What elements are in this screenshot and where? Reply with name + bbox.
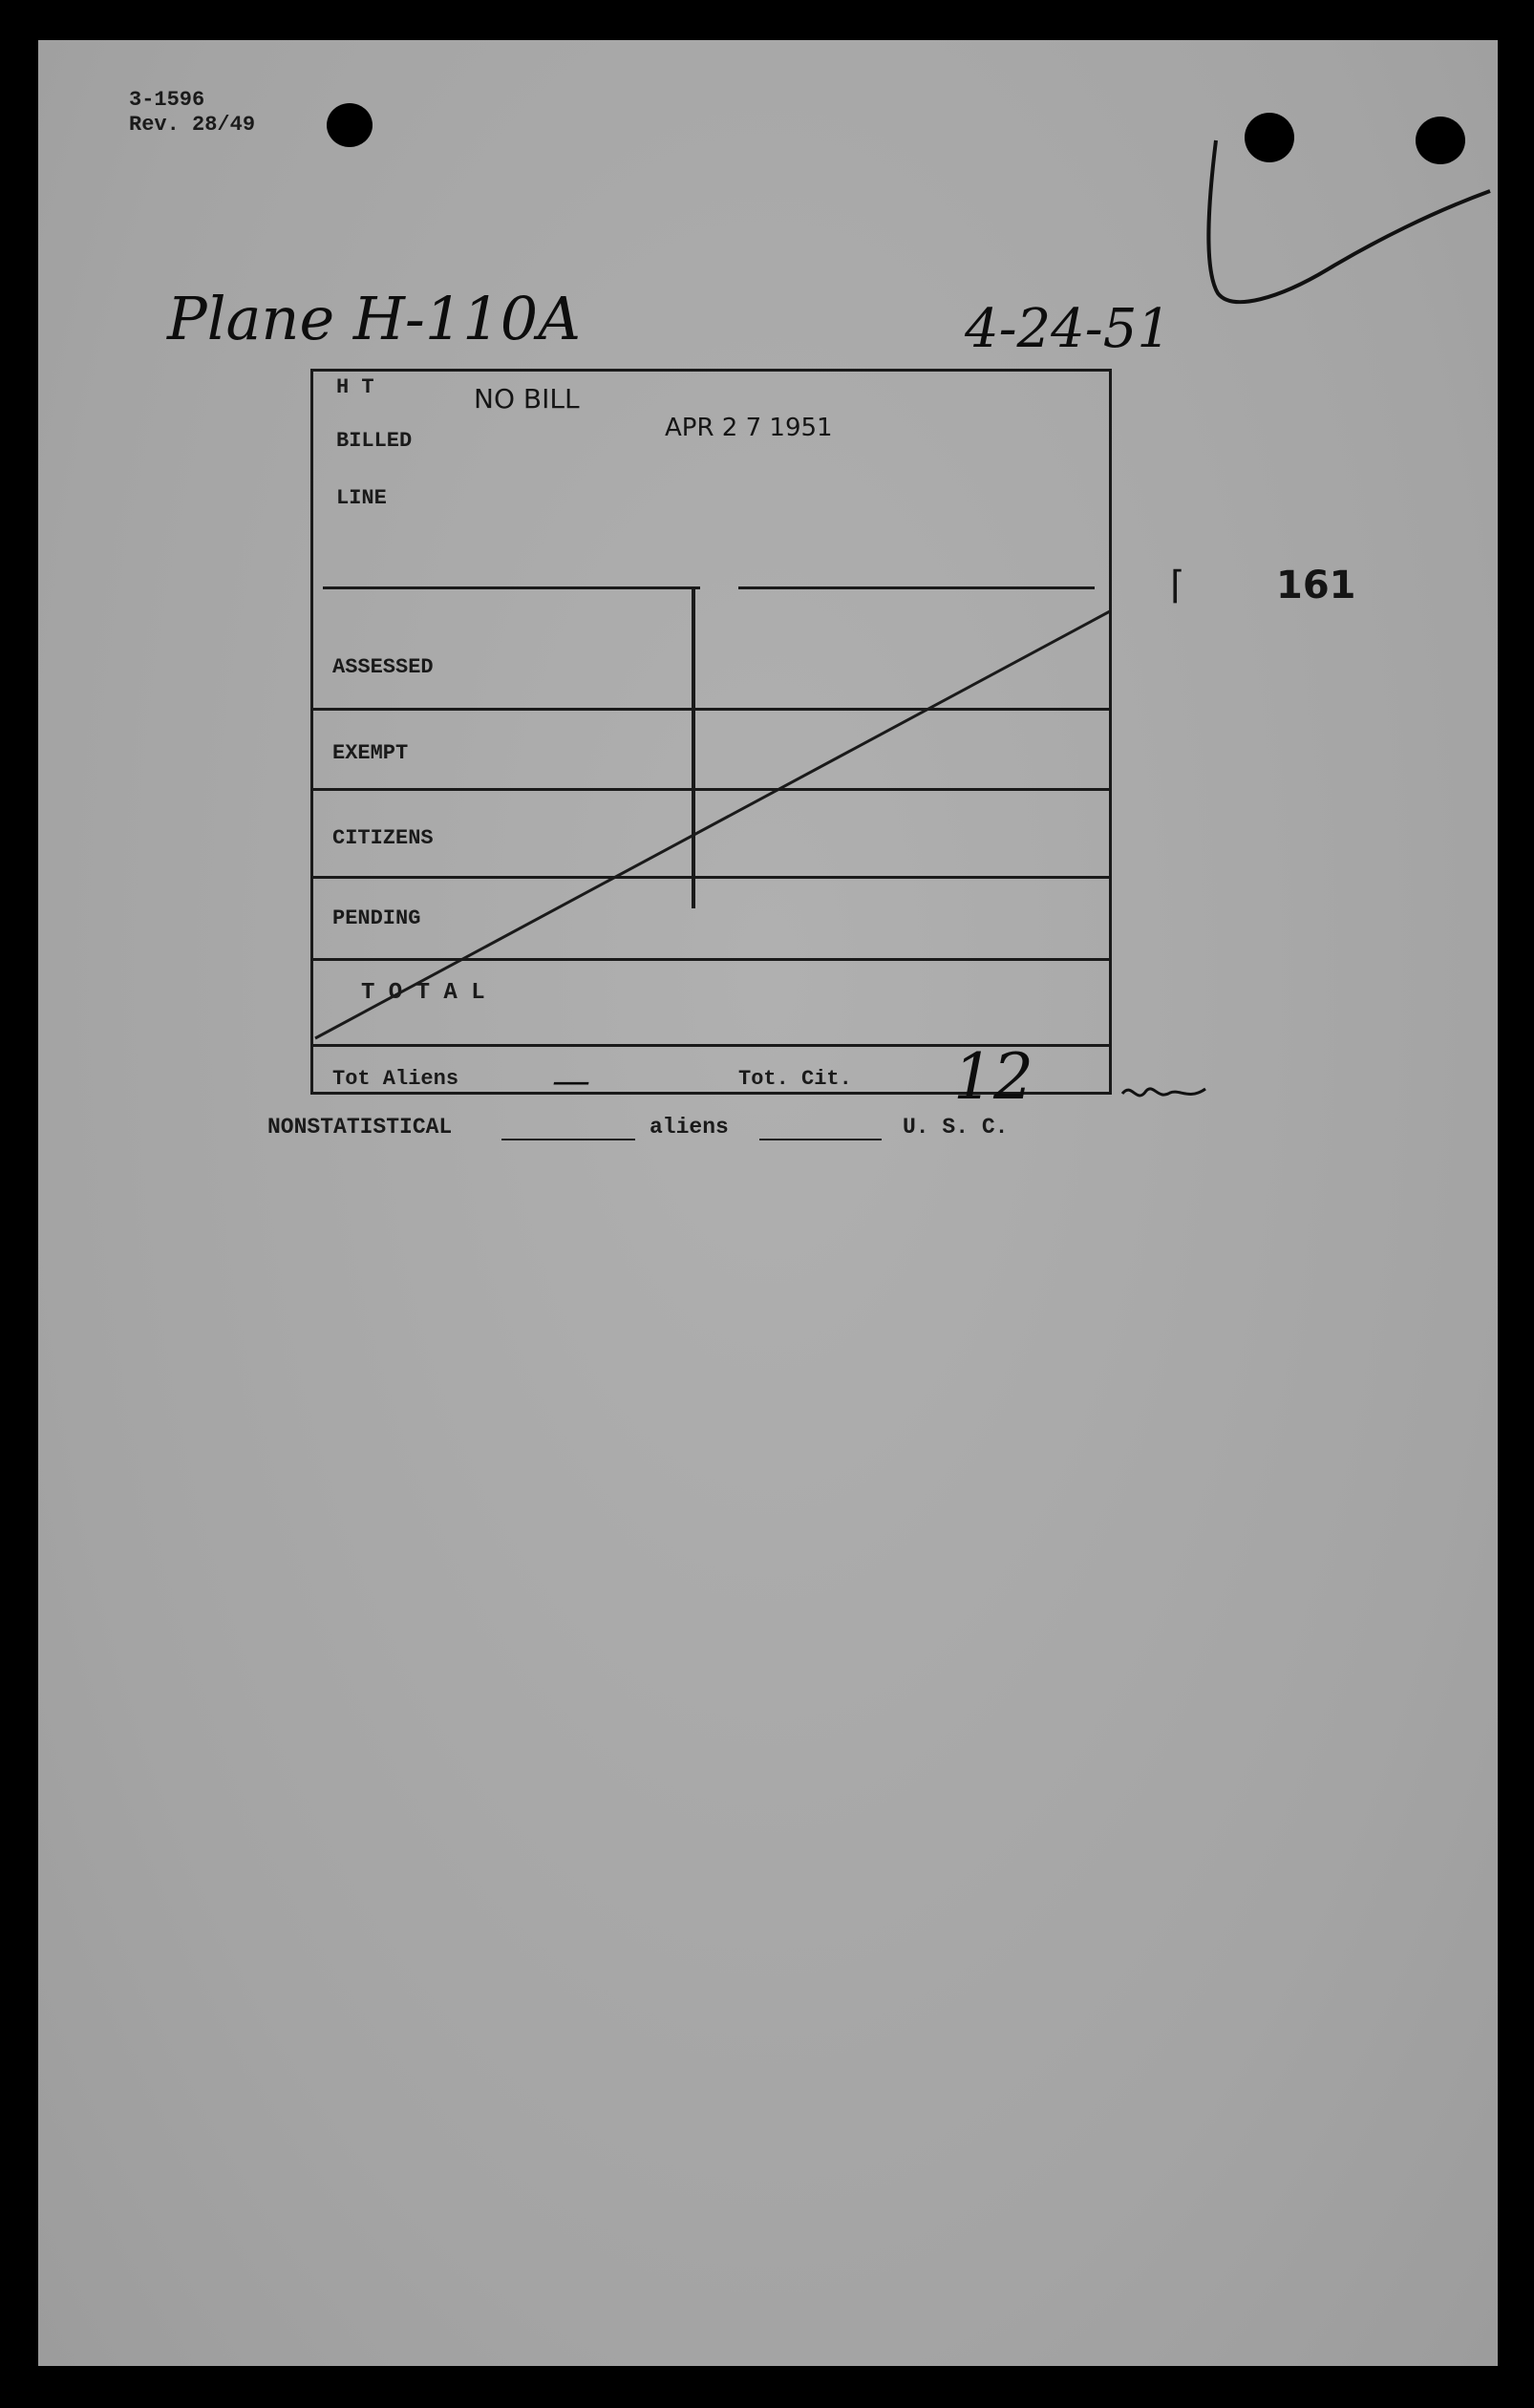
date-stamp: APR 2 7 1951 <box>665 414 833 442</box>
total-label: T O T A L <box>361 980 485 1006</box>
exempt-label: EXEMPT <box>332 741 409 765</box>
form-revision: Rev. 28/49 <box>129 113 256 137</box>
billed-label: BILLED <box>336 429 413 453</box>
document-page <box>38 40 1498 2366</box>
pending-label: PENDING <box>332 906 421 930</box>
aliens-label: aliens <box>650 1115 729 1140</box>
ht-label: H T <box>336 375 374 399</box>
cancel-slash <box>38 40 1498 2366</box>
tot-aliens-label: Tot Aliens <box>332 1067 459 1091</box>
handwritten-date: 4-24-51 <box>965 298 1171 360</box>
tot-cit-label: Tot. Cit. <box>738 1067 852 1091</box>
plane-number: Plane H-110A <box>167 284 581 353</box>
assessed-label: ASSESSED <box>332 655 434 679</box>
bracket-mark: ⌈ <box>1170 564 1185 607</box>
tot-cit-value: 12 <box>953 1040 1033 1114</box>
line-label: LINE <box>336 486 387 510</box>
nonstatistical-label: NONSTATISTICAL <box>267 1115 453 1140</box>
usc-label: U. S. C. <box>903 1115 1009 1140</box>
no-bill-stamp: NO BILL <box>474 383 580 415</box>
form-number: 3-1596 <box>129 88 205 112</box>
aliens-blank <box>759 1139 882 1140</box>
nonstatistical-blank <box>501 1139 635 1140</box>
number-stamp: 161 <box>1276 564 1356 607</box>
tot-aliens-value: — <box>552 1059 590 1103</box>
citizens-label: CITIZENS <box>332 826 434 850</box>
